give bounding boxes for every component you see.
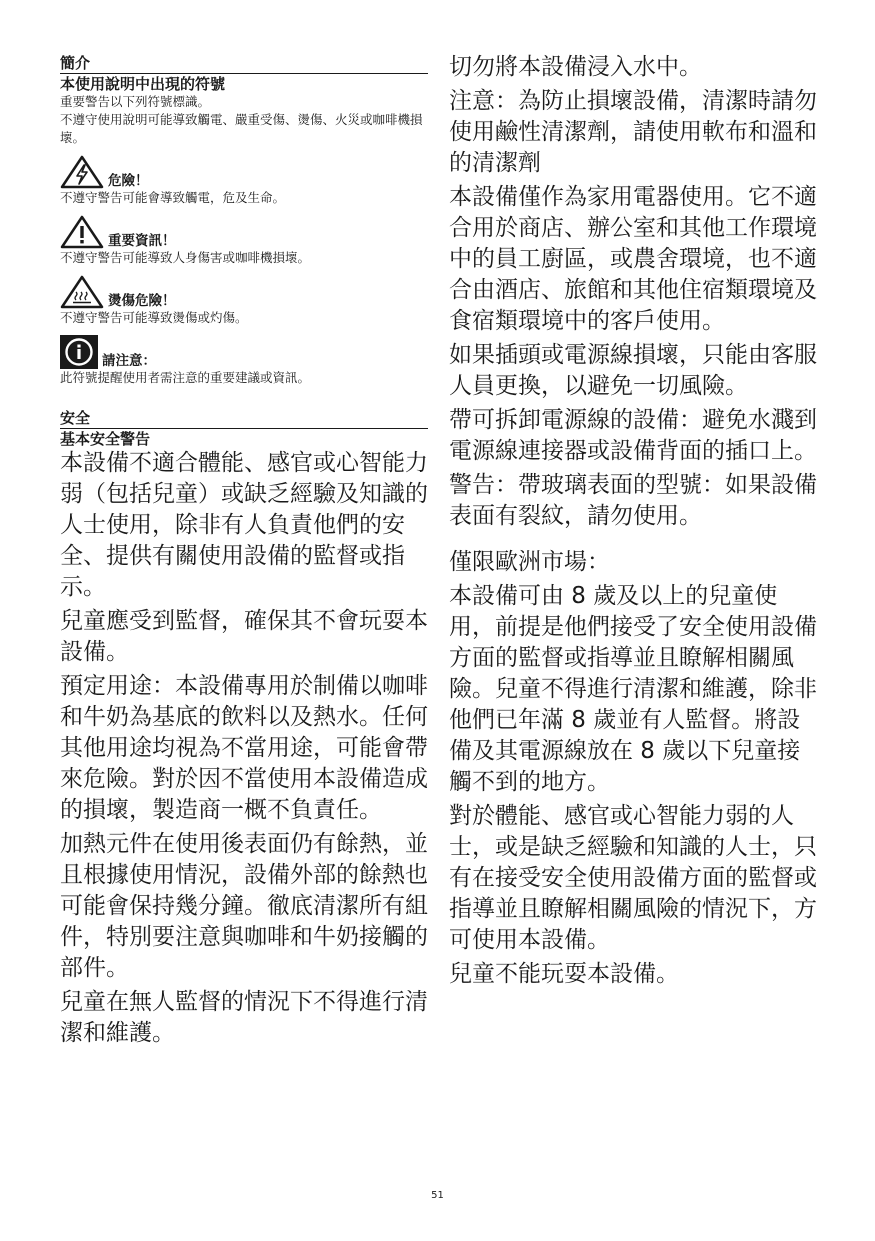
page-number: 51 <box>431 1190 444 1201</box>
left-column <box>60 54 428 1052</box>
safety-paragraph-2: 兒童應受到監督，確保其不會玩耍本設備。 <box>60 608 428 665</box>
intro-line-2: 不遵守使用說明可能導致觸電、嚴重受傷、燙傷、火災或咖啡機損壞。 <box>60 112 423 145</box>
safety-paragraph-1: 本設備不適合體能、感官或心智能力弱（包括兒童）或缺乏經驗及知識的人士使用，除非有人負責他們的安全、提供有關使用設備的監督或指示。 <box>60 450 428 600</box>
right-paragraph-6: 警告：帶玻璃表面的型號：如果設備表面有裂紋，請勿使用。 <box>449 472 817 529</box>
right-paragraph-4: 如果插頭或電源線損壞，只能由客服人員更換，以避免一切風險。 <box>449 342 817 399</box>
eu-paragraph-1: 本設備可由 8 歲及以上的兒童使用，前提是他們接受了安全使用設備方面的監督或指導並且瞭解相關風險。兒童不得進行清潔和維護，除非他們已年滿 8 歲並有人監督。將設備及其電源線放在 8 歲以下兒童接觸不到的地方。 <box>449 583 817 795</box>
exclamation-warning-icon <box>60 215 104 249</box>
eu-paragraph-3: 兒童不能玩耍本設備。 <box>449 961 679 987</box>
right-paragraph-2: 注意：為防止損壞設備，清潔時請勿使用鹼性清潔劑，請使用軟布和溫和的清潔劑 <box>449 88 817 176</box>
important-label: 重要資訊！ <box>108 233 176 249</box>
intro-heading: 簡介 <box>60 54 91 72</box>
symbol-danger <box>60 155 428 207</box>
safety-subheading: 基本安全警告 <box>60 430 151 448</box>
safety-paragraph-3: 預定用途：本設備專用於制備以咖啡和牛奶為基底的飲料以及熱水。任何其他用途均視為不當用途，可能會帶來危險。對於因不當使用本設備造成的損壞，製造商一概不負責任。 <box>60 673 428 823</box>
safety-rule <box>60 428 428 429</box>
eu-heading: 僅限歐洲市場： <box>449 549 610 575</box>
hot-surface-icon <box>60 275 104 309</box>
eu-paragraph-2: 對於體能、感官或心智能力弱的人士，或是缺乏經驗和知識的人士，只有在接受安全使用設備方面的監督或指導並且瞭解相關風險的情況下，方可使用本設備。 <box>449 803 817 953</box>
danger-label: 危險！ <box>108 173 149 189</box>
safety-body <box>60 448 428 1049</box>
right-column <box>449 52 817 993</box>
note-label: 請注意： <box>102 353 156 369</box>
burn-label: 燙傷危險！ <box>108 293 176 309</box>
symbols-subheading: 本使用說明中出現的符號 <box>60 75 226 93</box>
important-desc: 不遵守警告可能導致人身傷害或咖啡機損壞。 <box>60 250 311 265</box>
symbol-note <box>60 335 428 387</box>
right-paragraph-1: 切勿將本設備浸入水中。 <box>449 54 702 80</box>
safety-paragraph-5: 兒童在無人監督的情況下不得進行清潔和維護。 <box>60 989 428 1046</box>
note-desc: 此符號提醒使用者需注意的重要建議或資訊。 <box>60 370 311 385</box>
danger-desc: 不遵守警告可能會導致觸電，危及生命。 <box>60 190 286 205</box>
burn-desc: 不遵守警告可能導致燙傷或灼傷。 <box>60 310 248 325</box>
symbol-burn <box>60 275 428 327</box>
symbol-important <box>60 215 428 267</box>
intro-rule <box>60 73 428 74</box>
right-paragraph-5: 帶可拆卸電源線的設備：避免水濺到電源線連接器或設備背面的插口上。 <box>449 407 817 464</box>
safety-paragraph-4: 加熱元件在使用後表面仍有餘熱，並且根據使用情況，設備外部的餘熱也可能會保持幾分鐘。徹底清潔所有組件，特別要注意與咖啡和牛奶接觸的部件。 <box>60 831 428 981</box>
safety-heading: 安全 <box>60 409 91 427</box>
electric-hazard-icon <box>60 155 104 189</box>
intro-line-1: 重要警告以下列符號標識。 <box>60 94 211 109</box>
right-body <box>449 52 817 990</box>
info-icon <box>60 335 98 369</box>
right-paragraph-3: 本設備僅作為家用電器使用。它不適合用於商店、辦公室和其他工作環境中的員工廚區，或農舍環境，也不適合由酒店、旅館和其他住宿類環境及食宿類環境中的客戶使用。 <box>449 184 817 334</box>
